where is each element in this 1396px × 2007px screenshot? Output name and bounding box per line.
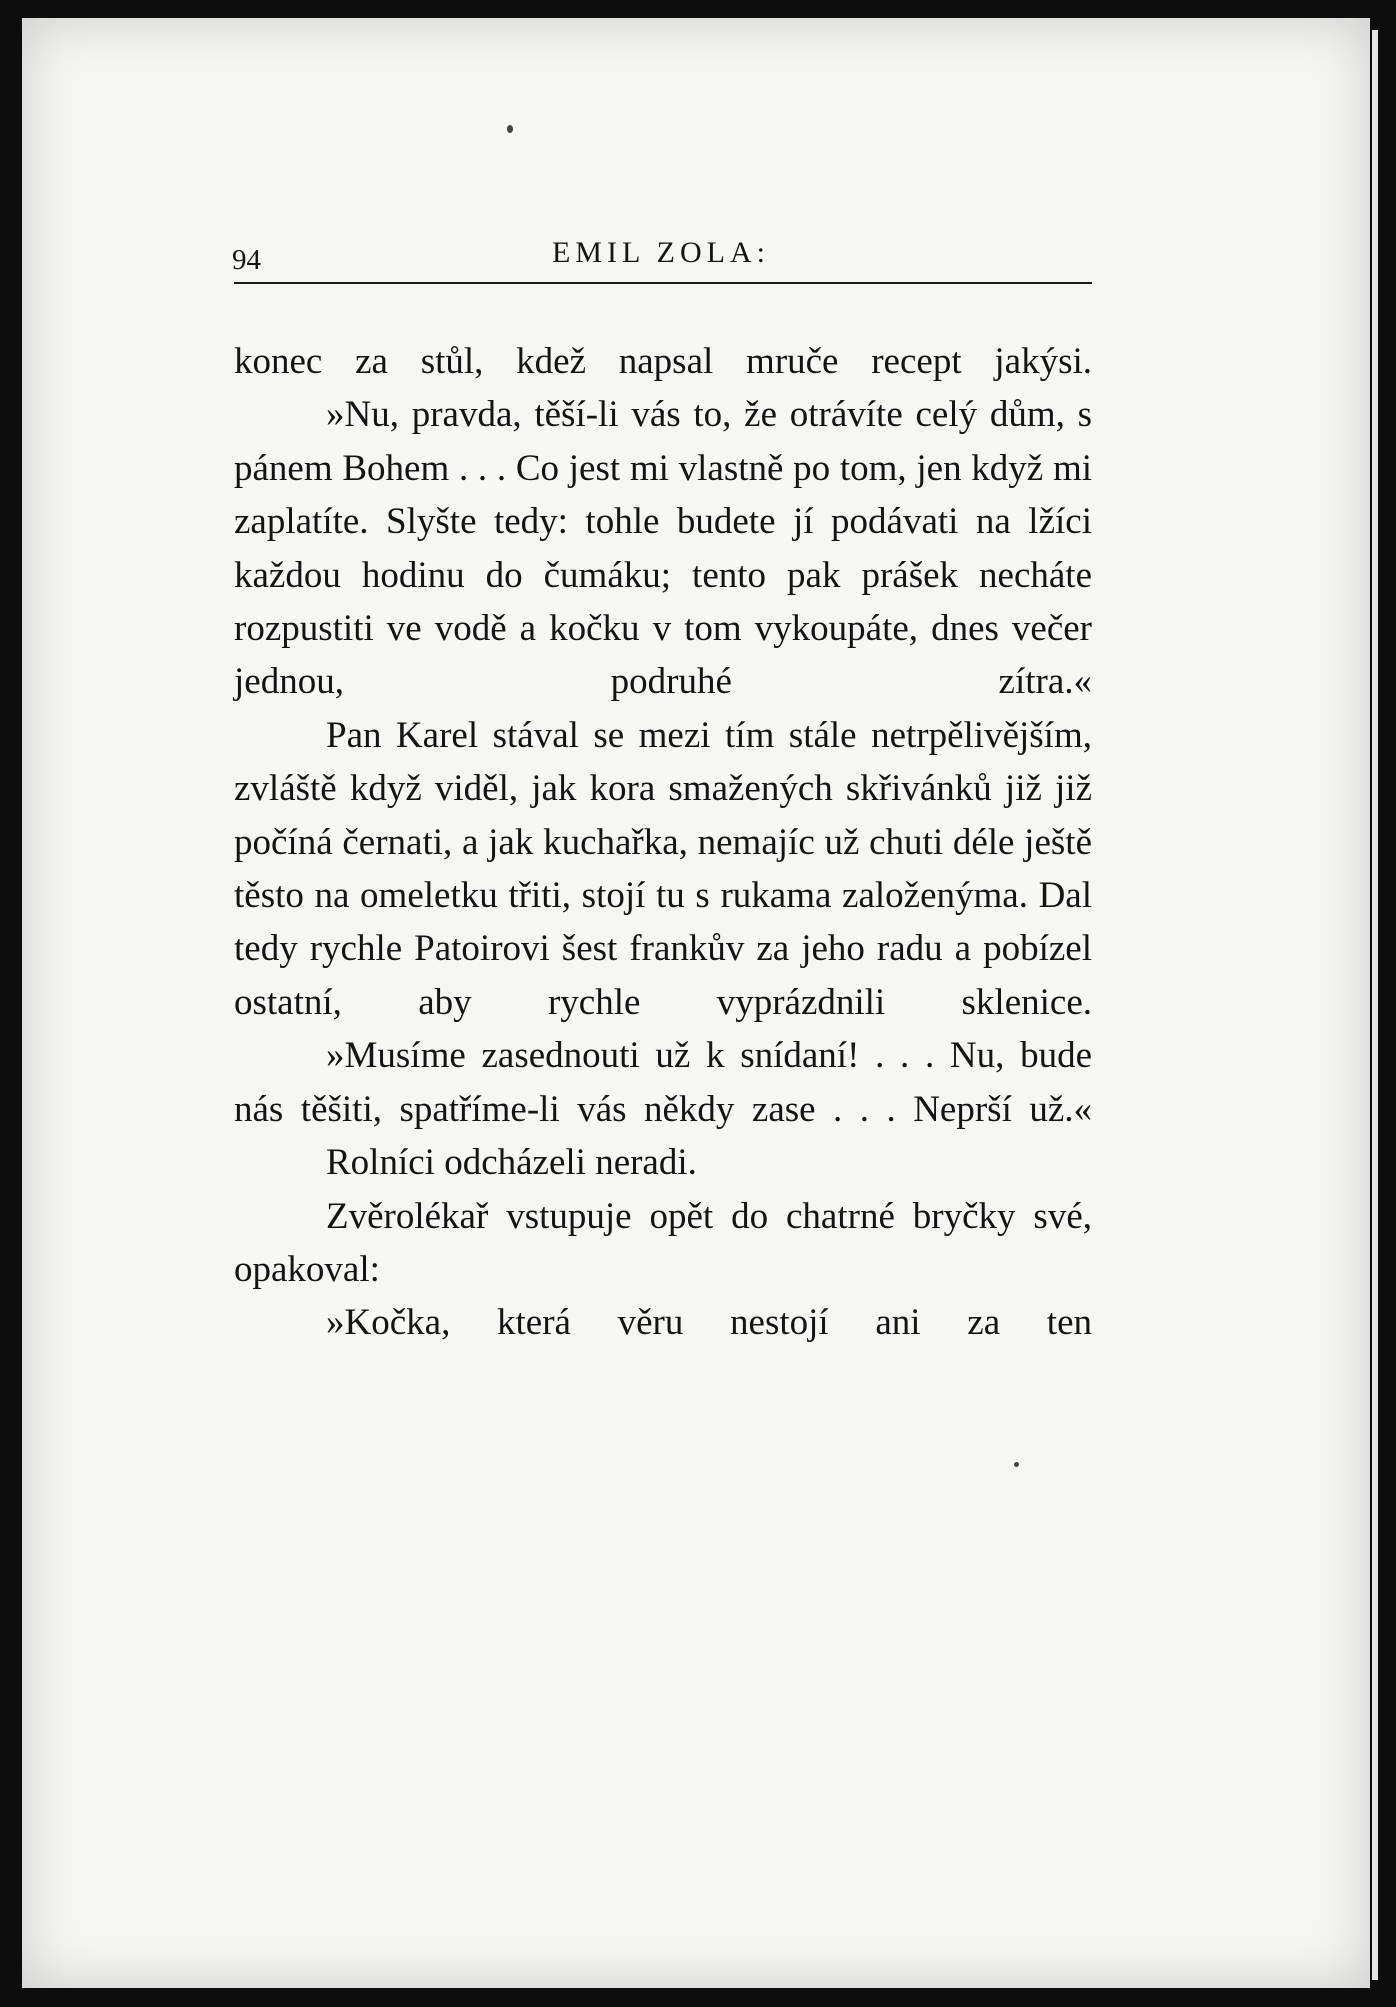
page-number: 94: [232, 244, 261, 276]
running-head: [232, 226, 1090, 276]
page-edge: [1372, 30, 1378, 1980]
body-text: [234, 335, 1092, 1350]
paragraph-7: »Kočka, která věru nestojí ani za ten: [326, 1302, 1092, 1344]
paragraph-4: »Musíme zasednouti už k snídaní! . . . Nu, bude nás těšiti, spatříme-li vás někdy zase . . . Neprší už.«: [234, 1035, 1092, 1130]
paragraph-3: Pan Karel stával se mezi tím stále netrpělivějším, zvláště když viděl, jak kora smažených skřivánků již již počíná černati, a jak kuchařka, nemajíc už chuti déle ještě těsto na omeletku třiti, stojí tu s rukama založenýma. Dal tedy rychle Patoirovi šest frankův za jeho radu a pobízel ostatní, aby rychle vyprázdnili sklenice.: [234, 714, 1092, 1023]
running-title: EMIL ZOLA:: [551, 236, 771, 269]
dust-speck: [507, 125, 513, 133]
paragraph-1: konec za stůl, kdež napsal mruče recept jakýsi.: [234, 341, 1092, 382]
paragraph-5: Rolníci odcházeli neradi.: [326, 1142, 697, 1184]
dust-speck: [1014, 1462, 1019, 1467]
paragraph-6: Zvěrolékař vstupuje opět do chatrné bryčky své, opakoval:: [234, 1195, 1092, 1290]
header-rule: [234, 282, 1092, 284]
paragraph-2: »Nu, pravda, těší-li vás to, že otrávíte celý dům, s pánem Bohem . . . Co jest mi vlastně po tom, jen když mi zaplatíte. Slyšte tedy: tohle budete jí podávati na lžíci každou hodinu do čumáku; tento pak prášek necháte rozpustiti ve vodě a kočku v tom vykoupáte, dnes večer jednou, podruhé zítra.«: [234, 394, 1092, 703]
